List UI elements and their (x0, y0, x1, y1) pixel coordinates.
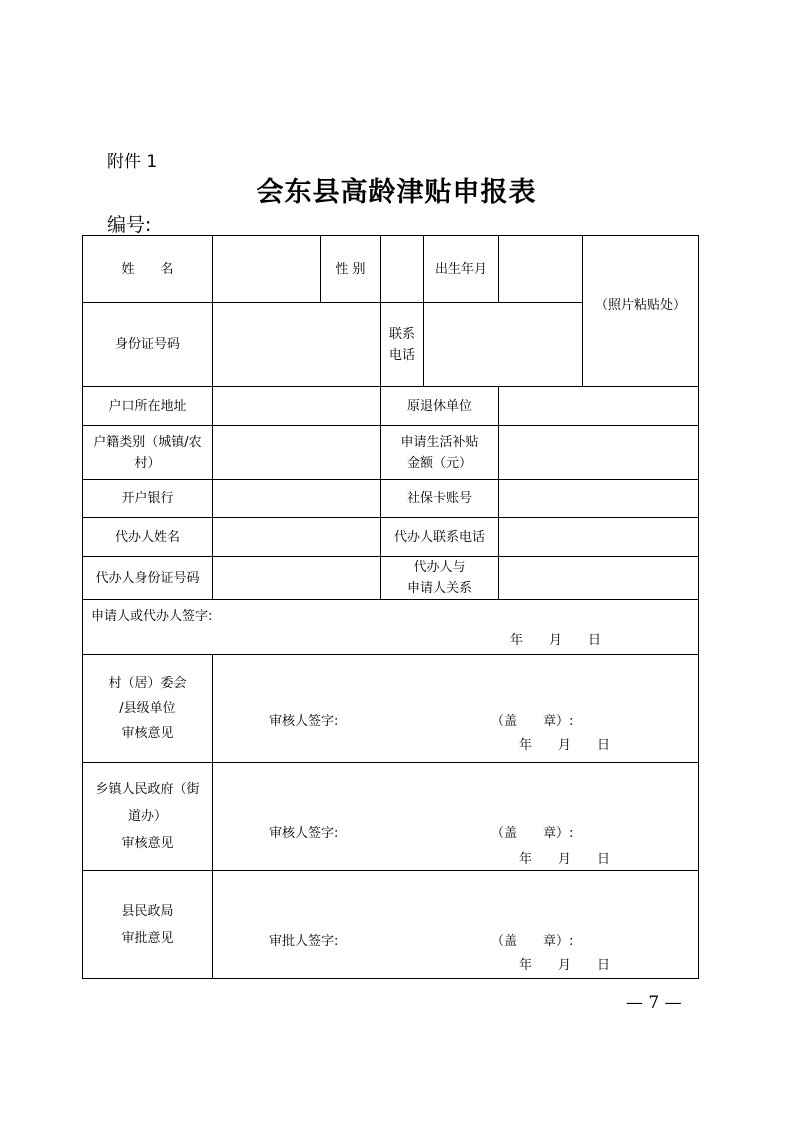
subsidy-amount-label (381, 426, 499, 480)
phone-field[interactable] (424, 303, 583, 387)
page-number: — 7 — (626, 993, 682, 1013)
retired-unit-label: 原退休单位 (381, 387, 499, 426)
township-review-date: 年 月 日 (519, 852, 611, 867)
attachment-label: 附件 1 (107, 152, 158, 172)
village-seal-label: （盖 章）: (491, 714, 574, 729)
agent-phone-field[interactable] (499, 518, 699, 557)
subsidy-amount-line: 申请生活补贴 (400, 434, 479, 450)
serial-number-label: 编号: (107, 214, 152, 236)
agent-relation-line: 代办人与 (413, 560, 466, 575)
photo-label: （照片粘贴处） (594, 297, 686, 313)
agent-id-label: 代办人身份证号码 (83, 557, 213, 600)
subsidy-amount-field[interactable] (499, 426, 699, 480)
county-approval-date: 年 月 日 (519, 958, 611, 973)
applicant-signature-label: 申请人或代办人签字: (91, 609, 213, 624)
gender-field[interactable] (381, 236, 424, 303)
county-approval-line: 县民政局 (121, 903, 174, 919)
agent-phone-label: 代办人联系电话 (381, 518, 499, 557)
applicant-date: 年 月 日 (510, 633, 602, 648)
social-card-field[interactable] (499, 480, 699, 518)
agent-name-label: 代办人姓名 (83, 518, 213, 557)
address-field[interactable] (213, 387, 381, 426)
phone-label-line: 电话 (388, 347, 415, 363)
village-review-line: 审核意见 (121, 726, 174, 741)
agent-relation-label (381, 557, 499, 600)
application-form (82, 235, 699, 979)
bank-label: 开户银行 (83, 480, 213, 518)
address-label: 户口所在地址 (83, 387, 213, 426)
id-number-field[interactable] (213, 303, 381, 387)
county-approval-line: 审批意见 (121, 930, 174, 946)
township-review-label (83, 763, 213, 871)
name-label: 姓 名 (83, 236, 213, 303)
township-review-area[interactable] (213, 763, 699, 871)
county-approval-label (83, 871, 213, 979)
agent-id-field[interactable] (213, 557, 381, 600)
birth-label: 出生年月 (424, 236, 499, 303)
name-field[interactable] (213, 236, 321, 303)
village-review-area[interactable] (213, 655, 699, 763)
subsidy-amount-line: 金额（元） (406, 455, 472, 471)
household-type-line: 户籍类别（城镇/农 (93, 434, 202, 450)
township-review-line: 道办） (127, 809, 167, 824)
household-type-label (83, 426, 213, 480)
agent-name-field[interactable] (213, 518, 381, 557)
phone-label-line: 联系 (388, 326, 415, 342)
village-review-line: /县级单位 (119, 701, 176, 716)
village-reviewer-signature-label: 审核人签字: (269, 714, 339, 729)
phone-label (381, 303, 424, 387)
household-type-line: 村） (134, 455, 161, 471)
township-reviewer-signature-label: 审核人签字: (269, 826, 339, 841)
birth-field[interactable] (499, 236, 583, 303)
social-card-label: 社保卡账号 (381, 480, 499, 518)
agent-relation-field[interactable] (499, 557, 699, 600)
county-seal-label: （盖 章）: (491, 934, 574, 949)
photo-area[interactable] (583, 236, 699, 387)
form-title: 会东县高龄津贴申报表 (256, 177, 537, 208)
village-review-date: 年 月 日 (519, 738, 611, 753)
village-review-label (83, 655, 213, 763)
retired-unit-field[interactable] (499, 387, 699, 426)
gender-label: 性 别 (321, 236, 381, 303)
township-review-line: 乡镇人民政府（街 (95, 782, 200, 797)
township-seal-label: （盖 章）: (491, 826, 574, 841)
household-type-field[interactable] (213, 426, 381, 480)
township-review-line: 审核意见 (121, 836, 174, 851)
county-approver-signature-label: 审批人签字: (269, 934, 339, 949)
bank-field[interactable] (213, 480, 381, 518)
agent-relation-line: 申请人关系 (406, 581, 472, 596)
applicant-signature-cell[interactable] (83, 600, 699, 655)
county-approval-area[interactable] (213, 871, 699, 979)
id-number-label: 身份证号码 (83, 303, 213, 387)
village-review-line: 村（居）委会 (108, 676, 187, 691)
